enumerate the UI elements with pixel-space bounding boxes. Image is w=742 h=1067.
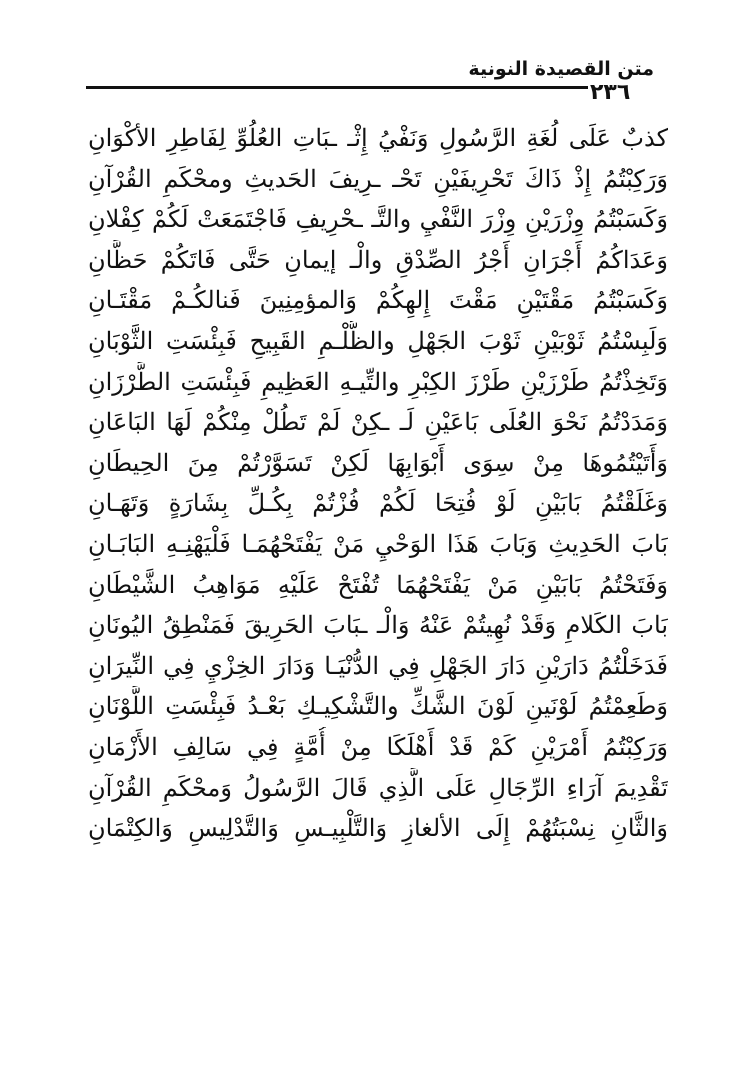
verse-line: بَابَ الحَدِيثِ وَبَابَ هَذَا الوَحْيِ مَنْ يَفْتَحْهُمَـا فَلْيَهْنِـهِ البَابَـانِ — [88, 529, 668, 558]
running-title: متن القصيدة النونية — [468, 58, 654, 80]
page-number: ٢٣٦ — [590, 80, 631, 105]
verse-line: وَفَتَحْتُمُ بَابَيْنِ مَنْ يَفْتَحْهُمَا تُفْتَحْ عَلَيْهِ مَوَاهِبُ الشَّيْطَانِ — [88, 570, 668, 599]
verse-list — [88, 118, 668, 849]
verse-line: تَقْدِيمَ آرَاءِ الرِّجَالِ عَلَى الَّذِي قَالَ الرَّسُولُ وَمحْكَمِ القُرْآنِ — [88, 773, 668, 802]
verse-line: وَمَدَدْتُمُ نَحْوَ العُلَى بَاعَيْنِ لَـ ـكِنْ لَمْ تَطُلْ مِنْكُمْ لَهَا البَاعَانِ — [88, 408, 668, 437]
verse-line: وَتَخِذْتُمُ طَرْزَيْنِ طَرْزَ الكِبْرِ والتِّيـهِ العَظِيمِ فَبِئْسَتِ الطَّرْزَانِ — [88, 367, 668, 396]
verse-line: وَرَكِبْتُمُ إِذْ ذَاكَ تَحْرِيفَيْنِ تَحْـ ـرِيفَ الحَديثِ ومحْكَمِ القُرْآنِ — [88, 164, 668, 193]
verse-line: بَابَ الكَلامِ وَقَدْ نُهِيتُمْ عَنْهُ وَالْـ ـبَابَ الحَرِيقَ فَمَنْطِقُ اليُونَانِ — [88, 611, 668, 640]
verse-line: وَكَسَبْتُمُ وِزْرَيْنِ وِزْرَ النَّفْيِ والتَّـ ـحْرِيفِ فَاجْتَمَعَتْ لَكُمْ كِفْلانِ — [88, 205, 668, 234]
verse-line: فَدَخَلْتُمُ دَارَيْنِ دَارَ الجَهْلِ فِي الدُّنْيَـا وَدَارَ الخِزْيِ فِي النِّيرَانِ — [88, 651, 668, 680]
verse-line: وَكَسَبْتُمُ مَقْتَيْنِ مَقْتَ إِلهِكُمْ وَالمؤمِنِينَ فَنالكُـمْ مَقْتَـانِ — [88, 286, 668, 315]
verse-line: وَرَكِبْتُمُ أَمْرَيْنِ كَمْ قَدْ أَهْلَكَا مِنْ أُمَّةٍ فِي سَالِفِ الأَزْمَانِ — [88, 732, 668, 761]
verse-line: وَالثَّانِ نِسْبَتُهُمْ إِلَى الألغازِ وَالتَّلْبِيـسِ وَالتَّدْلِيسِ وَالكِتْمَانِ — [88, 814, 668, 843]
verse-line: وَلَبِسْتُمُ ثَوْبَيْنِ ثَوْبَ الجَهْلِ والظُّلْـمِ القَبِيحِ فَبِئْسَتِ الثَّوْبَانِ — [88, 326, 668, 355]
verse-line: وَأَتَيْتُمُوهَا مِنْ سِوَى أَبْوَابِهَا لَكِنْ تَسَوَّرْتُمْ مِنَ الحِيطَانِ — [88, 448, 668, 477]
verse-line: وَعَدَاكُمُ أَجْرَانِ أَجْرُ الصِّدْقِ والْـ إيمانِ حَتَّى فَاتَكُمْ حَظَّانِ — [88, 245, 668, 274]
verse-line: وَطَعِمْتُمُ لَوْنَينِ لَوْنَ الشَّكِّ والتَّشْكِيـكِ بَعْـدُ فَبِئْسَتِ اللَّوْنَانِ — [88, 692, 668, 721]
verse-line: كذبٌ عَلَى لُغَةِ الرَّسُولِ وَنَفْيُ إِثْـ ـبَاتِ العُلُوِّ لِفَاطِرِ الأكْوَانِ — [88, 124, 668, 152]
verse-line: وَغَلَقْتُمُ بَابَيْنِ لَوْ فُتِحَا لَكُمْ فُزْتُمْ بِكُـلِّ بِشَارَةٍ وَتَهَـانِ — [88, 489, 668, 518]
header-rule — [86, 86, 588, 89]
